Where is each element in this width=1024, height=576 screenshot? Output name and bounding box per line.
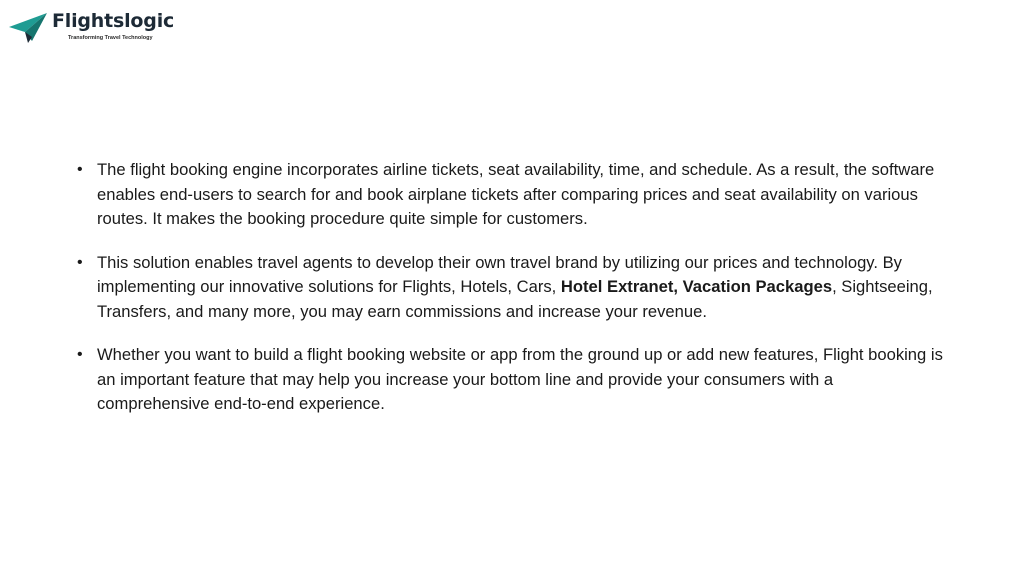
bullet-text-bold: Hotel Extranet, Vacation Packages: [560, 277, 833, 296]
main-content: [75, 158, 945, 436]
bullet-text: This solution enables travel agents to develop their own travel brand by utilizing our prices and technology. By implementing our innovative solutions for Flights, Hotels, Cars,: [97, 252, 902, 296]
logo-text: [52, 10, 174, 42]
logo-tagline: Transforming Travel Technology: [68, 35, 153, 41]
list-item: [75, 343, 945, 417]
brand-logo[interactable]: [8, 10, 174, 46]
bullet-list: [75, 158, 945, 417]
bullet-dot: •: [77, 346, 83, 363]
bullet-text: , Sightseeing, Transfers, and many more, you may earn commissions and increase your revenue.: [97, 277, 933, 321]
bullet-dot: •: [77, 253, 83, 271]
logo-name: Flightslogic: [52, 10, 175, 32]
list-item: [75, 251, 945, 325]
paper-plane-icon: [8, 10, 48, 44]
bullet-text: The flight booking engine incorporates airline tickets, seat availability, time, and schedule. As a result, the software enables end-users to search for and book airplane tickets after comparing prices and seat availability on various routes. It makes the booking procedure quite simple for customers.: [97, 160, 935, 228]
bullet-text: Whether you want to build a flight booking website or app from the ground up or add new features, Flight booking is an important feature that may help you increase your bottom line and provide your consumers with a comprehensive end-to-end experience.: [97, 345, 943, 413]
bullet-dot: •: [77, 161, 83, 178]
list-item: [75, 158, 945, 232]
